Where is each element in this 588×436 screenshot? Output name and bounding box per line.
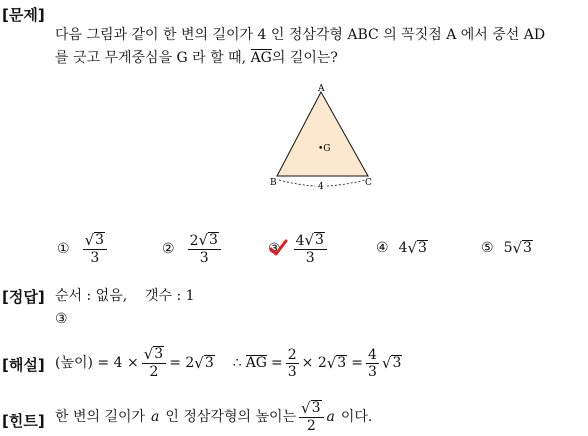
segment-ag: AG <box>250 50 272 66</box>
choice-5-coef: 5 <box>503 240 513 256</box>
explanation-part-5: = <box>351 355 363 371</box>
choice-4-radicand: 3 <box>418 240 427 256</box>
answer-label: [정답] <box>2 288 45 306</box>
explanation-part-1: (높이) = 4 × <box>55 355 139 371</box>
choice-1[interactable] <box>57 232 110 266</box>
choice-1-denominator: 3 <box>90 250 100 266</box>
hint-part-2: 인 정삼각형의 높이는 <box>165 409 297 425</box>
choice-5-radicand: 3 <box>523 240 532 256</box>
choice-3[interactable] <box>268 232 330 266</box>
therefore-symbol: ∴ <box>232 355 242 371</box>
hint-variable-a: a <box>151 409 160 425</box>
choice-1-number: ① <box>57 241 70 257</box>
hint-text <box>55 400 372 434</box>
choice-2-radicand: 3 <box>209 232 218 248</box>
choice-2[interactable] <box>162 232 224 266</box>
check-mark-icon <box>268 238 288 258</box>
choice-2-fraction: 2 √ 3 3 <box>188 232 221 266</box>
hint-label: [힌트] <box>2 412 45 430</box>
choice-5-number: ⑤ <box>481 240 494 256</box>
problem-line-2-a: 를 긋고 무게중심을 G 라 할 때, <box>55 50 247 66</box>
answer-order-info: 순서 : 없음, 갯수 : 1 <box>55 288 195 304</box>
choice-3-coef: 4 <box>295 233 305 249</box>
explanation-part-3: = <box>270 355 283 371</box>
explanation-segment-ag: AG <box>245 355 267 371</box>
triangle-shape <box>277 92 368 176</box>
explanation-part-2: = 2 <box>169 355 195 371</box>
choice-3-radicand: 3 <box>315 232 324 248</box>
choice-1-fraction: √ 3 3 <box>83 232 107 266</box>
choice-2-denominator: 3 <box>199 250 209 266</box>
choice-4-coef: 4 <box>398 240 408 256</box>
hint-fraction: √ 3 2 <box>299 400 323 434</box>
choice-3-fraction: 4 √ 3 3 <box>294 232 327 266</box>
side-bc-brace-left <box>279 180 315 186</box>
choice-5[interactable]: ⑤ 5 √ 3 <box>481 239 532 257</box>
choice-4-number: ④ <box>376 240 389 256</box>
explanation-label: [해설] <box>2 356 45 374</box>
side-length-label: 4 <box>318 182 324 192</box>
hint-variable-a-2: a <box>326 409 335 425</box>
choice-4[interactable]: ④ 4 √ 3 <box>376 239 427 257</box>
vertex-a-label: A <box>318 84 325 94</box>
problem-label: [문제] <box>2 6 45 24</box>
explanation-frac-1: √ 3 2 <box>142 346 166 380</box>
choice-2-coef: 2 <box>189 233 199 249</box>
hint-part-1: 한 변의 길이가 <box>55 409 146 425</box>
vertex-c-label: C <box>365 178 372 188</box>
choice-3-number: ③ <box>268 241 281 257</box>
centroid-label: •G <box>318 144 331 154</box>
problem-line-2 <box>55 48 338 68</box>
triangle-figure <box>265 82 380 192</box>
explanation-part-4: × 2 <box>301 355 327 371</box>
vertex-b-label: B <box>270 178 277 188</box>
explanation-formula: (높이) = 4 × √ 3 2 = 2 √ 3 ∴ AG = $\frac{2}{3}$ × 2 √ 3 = $\frac{4}{3}$ √ 3 <box>55 345 402 380</box>
choice-2-number: ② <box>162 241 175 257</box>
choice-1-radicand: 3 <box>95 232 105 248</box>
explanation-frac-2: $\frac{2}{3}$ <box>287 346 297 380</box>
problem-line-2-b: 의 길이는? <box>271 50 338 66</box>
answer-value: ③ <box>55 311 68 327</box>
explanation-frac-3: $\frac{4}{3}$ <box>367 346 377 380</box>
problem-line-1: 다음 그림과 같이 한 변의 길이가 4 인 정삼각형 ABC 의 꼭짓점 A 에서 중선 AD <box>55 27 546 43</box>
hint-part-3: 이다. <box>340 409 373 425</box>
side-bc-brace-right <box>327 180 365 186</box>
choice-3-denominator: 3 <box>305 250 315 266</box>
